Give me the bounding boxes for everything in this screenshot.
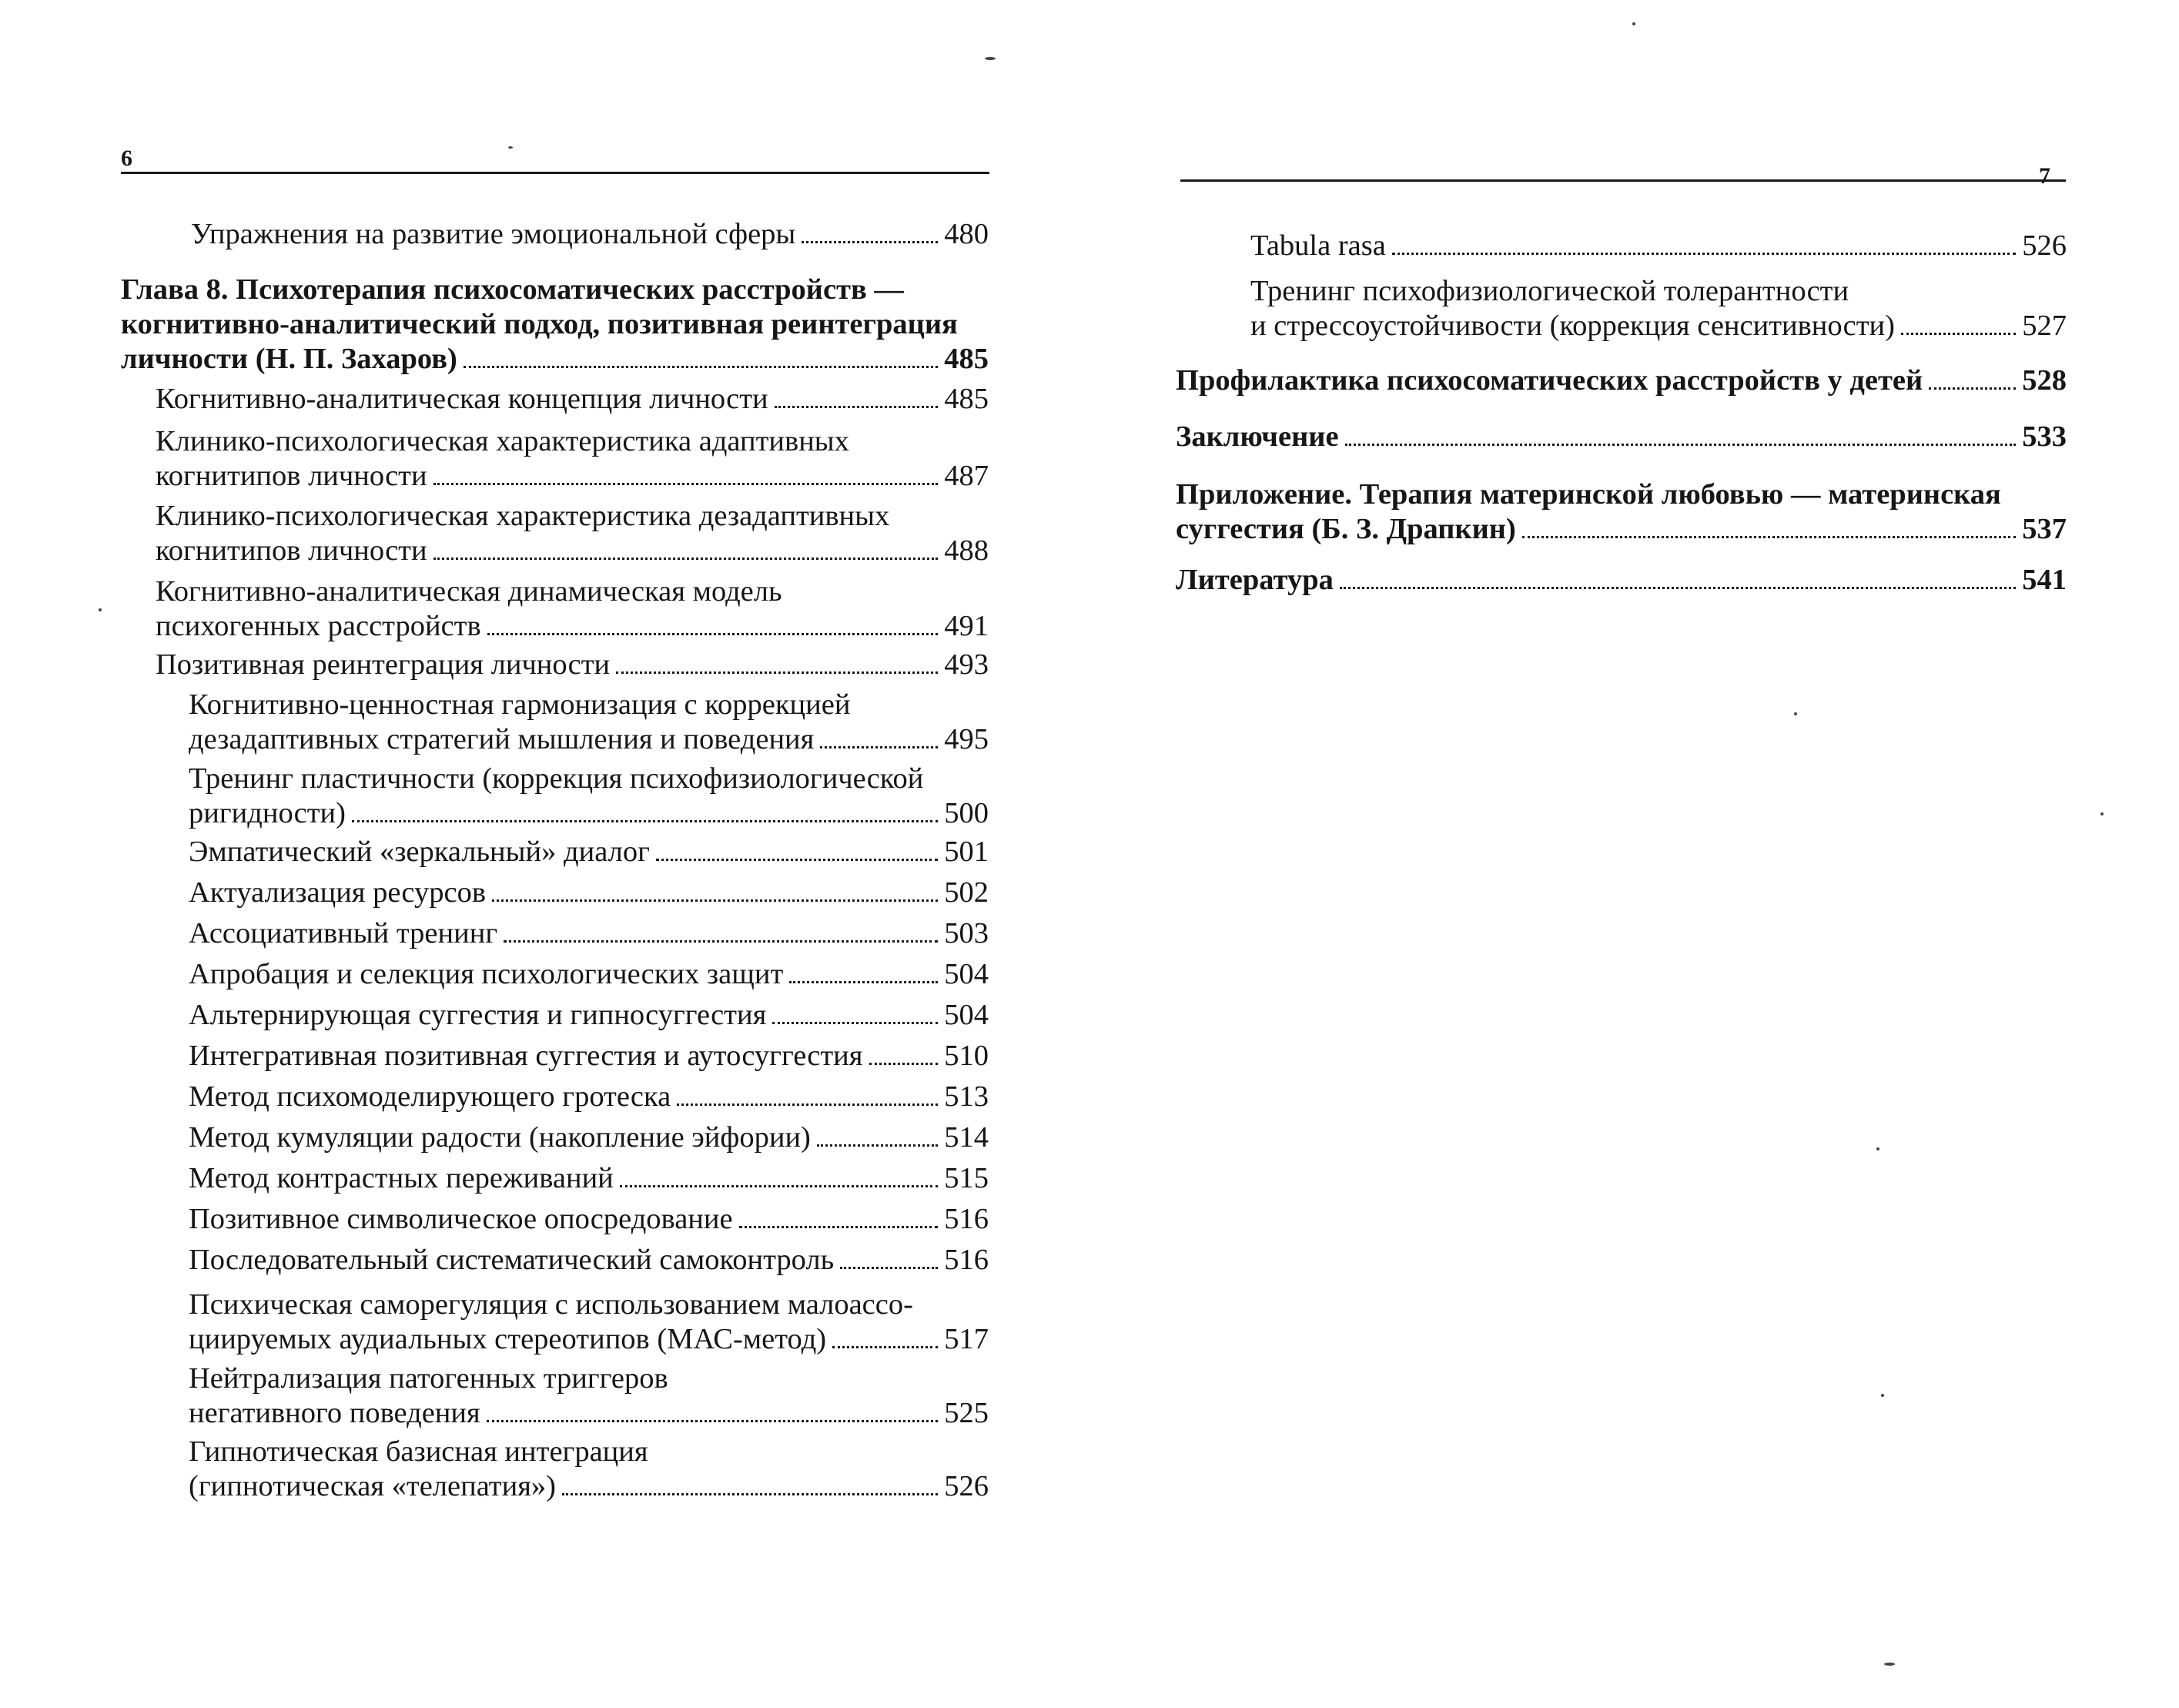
toc-entry-page: 533: [2022, 420, 2067, 453]
leader-dots: [1345, 444, 2017, 446]
leader-dots: [487, 1420, 939, 1422]
toc-entry-title: Последовательный систематический самоконтроль: [189, 1244, 835, 1276]
toc-entry-page: 500: [944, 797, 989, 829]
leader-dots: [802, 241, 938, 243]
toc-entry-title: Литература: [1176, 564, 1334, 596]
toc-entry-title: Ассоциативный тренинг: [189, 917, 498, 949]
leader-dots: [1392, 253, 2016, 255]
toc-entry[interactable]: [189, 688, 989, 757]
toc-entry-page: 514: [944, 1121, 989, 1154]
toc-entry[interactable]: [189, 1361, 989, 1431]
toc-entry-title: Гипнотическая базисная интеграция: [189, 1435, 648, 1468]
toc-section[interactable]: [1176, 420, 2067, 454]
toc-entry-title: Интегративная позитивная суггестия и аутосуггестия: [189, 1040, 863, 1072]
toc-entry-title: Клинико-психологическая характеристика адаптивных: [156, 425, 849, 457]
toc-entry-page: 526: [944, 1470, 989, 1502]
leader-dots: [620, 1185, 938, 1187]
toc-entry[interactable]: [189, 916, 989, 951]
toc-entry-page: 503: [944, 917, 989, 949]
toc-entry-title: Альтернирующая суггестия и гипносуггестия: [189, 999, 767, 1031]
toc-entry[interactable]: [189, 1243, 989, 1278]
leader-dots: [1929, 387, 2016, 390]
scan-speck: [1632, 22, 1635, 25]
toc-entry-page: 485: [944, 343, 989, 375]
leader-dots: [739, 1226, 939, 1228]
header-rule: [1180, 179, 2066, 182]
toc-entry-page: 513: [944, 1080, 989, 1113]
toc-entry-title: психогенных расстройств: [156, 610, 481, 642]
leader-dots: [1901, 333, 2016, 335]
leader-dots: [433, 483, 939, 485]
toc-entry[interactable]: [189, 762, 989, 831]
toc-entry-title: Профилактика психосоматических расстройств у детей: [1176, 364, 1923, 397]
toc-entry-page: 488: [944, 534, 989, 567]
leader-dots: [789, 981, 938, 983]
toc-entry-page: 537: [2022, 513, 2067, 545]
leader-dots: [656, 859, 938, 861]
toc-entry-page: 516: [944, 1203, 989, 1235]
scan-speck: [1881, 1394, 1884, 1397]
leader-dots: [1522, 536, 2016, 538]
toc-entry-title: Глава 8. Психотерапия психосоматических расстройств —: [121, 273, 904, 306]
header-rule: [121, 172, 989, 174]
toc-entry-page: 493: [944, 648, 989, 681]
toc-entry-title: циируемых аудиальных стереотипов (МАС-метод): [189, 1323, 827, 1355]
toc-entry-title: Когнитивно-аналитическая концепция личности: [156, 383, 768, 415]
toc-entry-title: Приложение. Терапия материнской любовью — материнская: [1176, 478, 2001, 511]
leader-dots: [840, 1267, 938, 1269]
toc-entry[interactable]: [189, 1039, 989, 1073]
leader-dots: [817, 1144, 938, 1147]
toc-entry-title: Позитивная реинтеграция личности: [156, 648, 611, 681]
right-page: [1090, 0, 2179, 1708]
toc-entry-page: 485: [944, 383, 989, 415]
toc-entry-title: когнитивно-аналитический подход, позитивная реинтеграция: [121, 308, 958, 340]
toc-entry-title: Нейтрализация патогенных триггеров: [189, 1362, 668, 1395]
toc-entry-page: 487: [944, 460, 989, 492]
toc-entry-title: Тренинг психофизиологической толерантности: [1250, 275, 1849, 307]
leader-dots: [504, 940, 938, 943]
scan-speck: [99, 608, 102, 611]
toc-entry-title: Упражнения на развитие эмоциональной сферы: [191, 218, 796, 250]
toc-entry-title: ригидности): [189, 797, 346, 829]
leader-dots: [820, 746, 938, 749]
toc-entry[interactable]: [189, 1120, 989, 1155]
toc-entry-page: 525: [944, 1397, 989, 1429]
leader-dots: [775, 406, 939, 408]
toc-section[interactable]: [1176, 363, 2067, 398]
toc-entry-title: когнитипов личности: [156, 534, 427, 567]
toc-chapter[interactable]: [121, 273, 989, 377]
toc-entry[interactable]: [189, 1435, 989, 1504]
toc-entry-title: когнитипов личности: [156, 460, 427, 492]
leader-dots: [487, 633, 939, 635]
toc-entry-title: Психическая саморегуляция с использованием малоассо-: [189, 1288, 913, 1321]
toc-entry-title: Когнитивно-аналитическая динамическая модель: [156, 575, 782, 608]
leader-dots: [352, 820, 938, 822]
toc-entry-title: и стрессоустойчивости (коррекция сенситивности): [1250, 310, 1895, 342]
toc-entry-title: Метод психомоделирующего гротеска: [189, 1080, 671, 1113]
toc-entry-title: Метод кумуляции радости (накопление эйфории): [189, 1121, 811, 1154]
toc-entry[interactable]: [156, 574, 989, 644]
toc-entry-page: 502: [944, 876, 989, 909]
toc-entry[interactable]: [156, 424, 989, 494]
toc-entry-title: Клинико-психологическая характеристика дезадаптивных: [156, 500, 890, 532]
leader-dots: [492, 899, 938, 902]
toc-section[interactable]: [1176, 477, 2067, 547]
toc-entry-title: Tabula rasa: [1250, 229, 1386, 262]
scan-speck: [1876, 1147, 1879, 1150]
toc-entry-title: дезадаптивных стратегий мышления и поведения: [189, 723, 815, 755]
leader-dots: [677, 1104, 938, 1106]
toc-entry[interactable]: [189, 1080, 989, 1114]
scan-speck: [2100, 812, 2104, 815]
toc-entry-title: Тренинг пластичности (коррекция психофизиологической: [189, 762, 924, 795]
toc-entry[interactable]: [191, 217, 989, 252]
leader-dots: [832, 1346, 938, 1348]
toc-entry[interactable]: [156, 382, 989, 417]
scan-speck: [1794, 712, 1797, 715]
toc-entry-page: 527: [2022, 310, 2067, 342]
leader-dots: [562, 1493, 938, 1495]
scan-speck: [985, 57, 996, 60]
page-number: 6: [121, 146, 132, 171]
toc-entry-title: Эмпатический «зеркальный» диалог: [189, 836, 650, 868]
toc-entry-title: личности (Н. П. Захаров): [121, 343, 457, 375]
toc-entry-page: 504: [944, 958, 989, 990]
leader-dots: [1340, 587, 2016, 589]
leader-dots: [464, 366, 938, 368]
toc-entry-title: Заключение: [1176, 420, 1339, 453]
toc-entry-page: 541: [2022, 564, 2067, 596]
toc-entry-title: Позитивное символическое опосредование: [189, 1203, 733, 1235]
toc-entry[interactable]: [189, 1288, 989, 1357]
toc-entry-title: Апробация и селекция психологических защит: [189, 958, 784, 990]
toc-entry[interactable]: [1250, 229, 2067, 263]
toc-entry[interactable]: [189, 957, 989, 992]
leader-dots: [772, 1022, 938, 1024]
scan-speck: [1884, 1663, 1895, 1666]
toc-entry-page: 504: [944, 999, 989, 1031]
scan-speck: [508, 146, 513, 149]
toc-entry-page: 528: [2022, 364, 2067, 397]
toc-entry-page: 491: [944, 610, 989, 642]
toc-entry-page: 495: [944, 723, 989, 755]
leader-dots: [433, 558, 939, 560]
toc-entry-page: 516: [944, 1244, 989, 1276]
toc-entry-title: суггестия (Б. З. Драпкин): [1176, 513, 1516, 545]
toc-entry-title: (гипнотическая «телепатия»): [189, 1470, 557, 1502]
toc-entry-page: 526: [2022, 229, 2067, 262]
toc-section[interactable]: [1176, 563, 2067, 598]
toc-entry[interactable]: [189, 876, 989, 910]
leader-dots: [616, 671, 938, 674]
toc-entry-page: 517: [944, 1323, 989, 1355]
toc-entry-page: 480: [944, 218, 989, 250]
toc-entry-page: 515: [944, 1162, 989, 1194]
toc-entry-title: Метод контрастных переживаний: [189, 1162, 614, 1194]
page-number: 7: [2039, 163, 2050, 189]
toc-entry[interactable]: [189, 1161, 989, 1196]
toc-entry-page: 501: [944, 836, 989, 868]
toc-entry-title: негативного поведения: [189, 1397, 480, 1429]
toc-entry[interactable]: [156, 648, 989, 682]
toc-entry-title: Когнитивно-ценностная гармонизация с коррекцией: [189, 688, 851, 721]
toc-entry[interactable]: [1250, 274, 2067, 343]
leader-dots: [869, 1063, 939, 1065]
toc-entry[interactable]: [189, 835, 989, 869]
toc-entry[interactable]: [189, 998, 989, 1033]
toc-entry-title: Актуализация ресурсов: [189, 876, 487, 909]
toc-entry[interactable]: [189, 1202, 989, 1237]
toc-entry-page: 510: [944, 1040, 989, 1072]
toc-entry[interactable]: [156, 499, 989, 568]
